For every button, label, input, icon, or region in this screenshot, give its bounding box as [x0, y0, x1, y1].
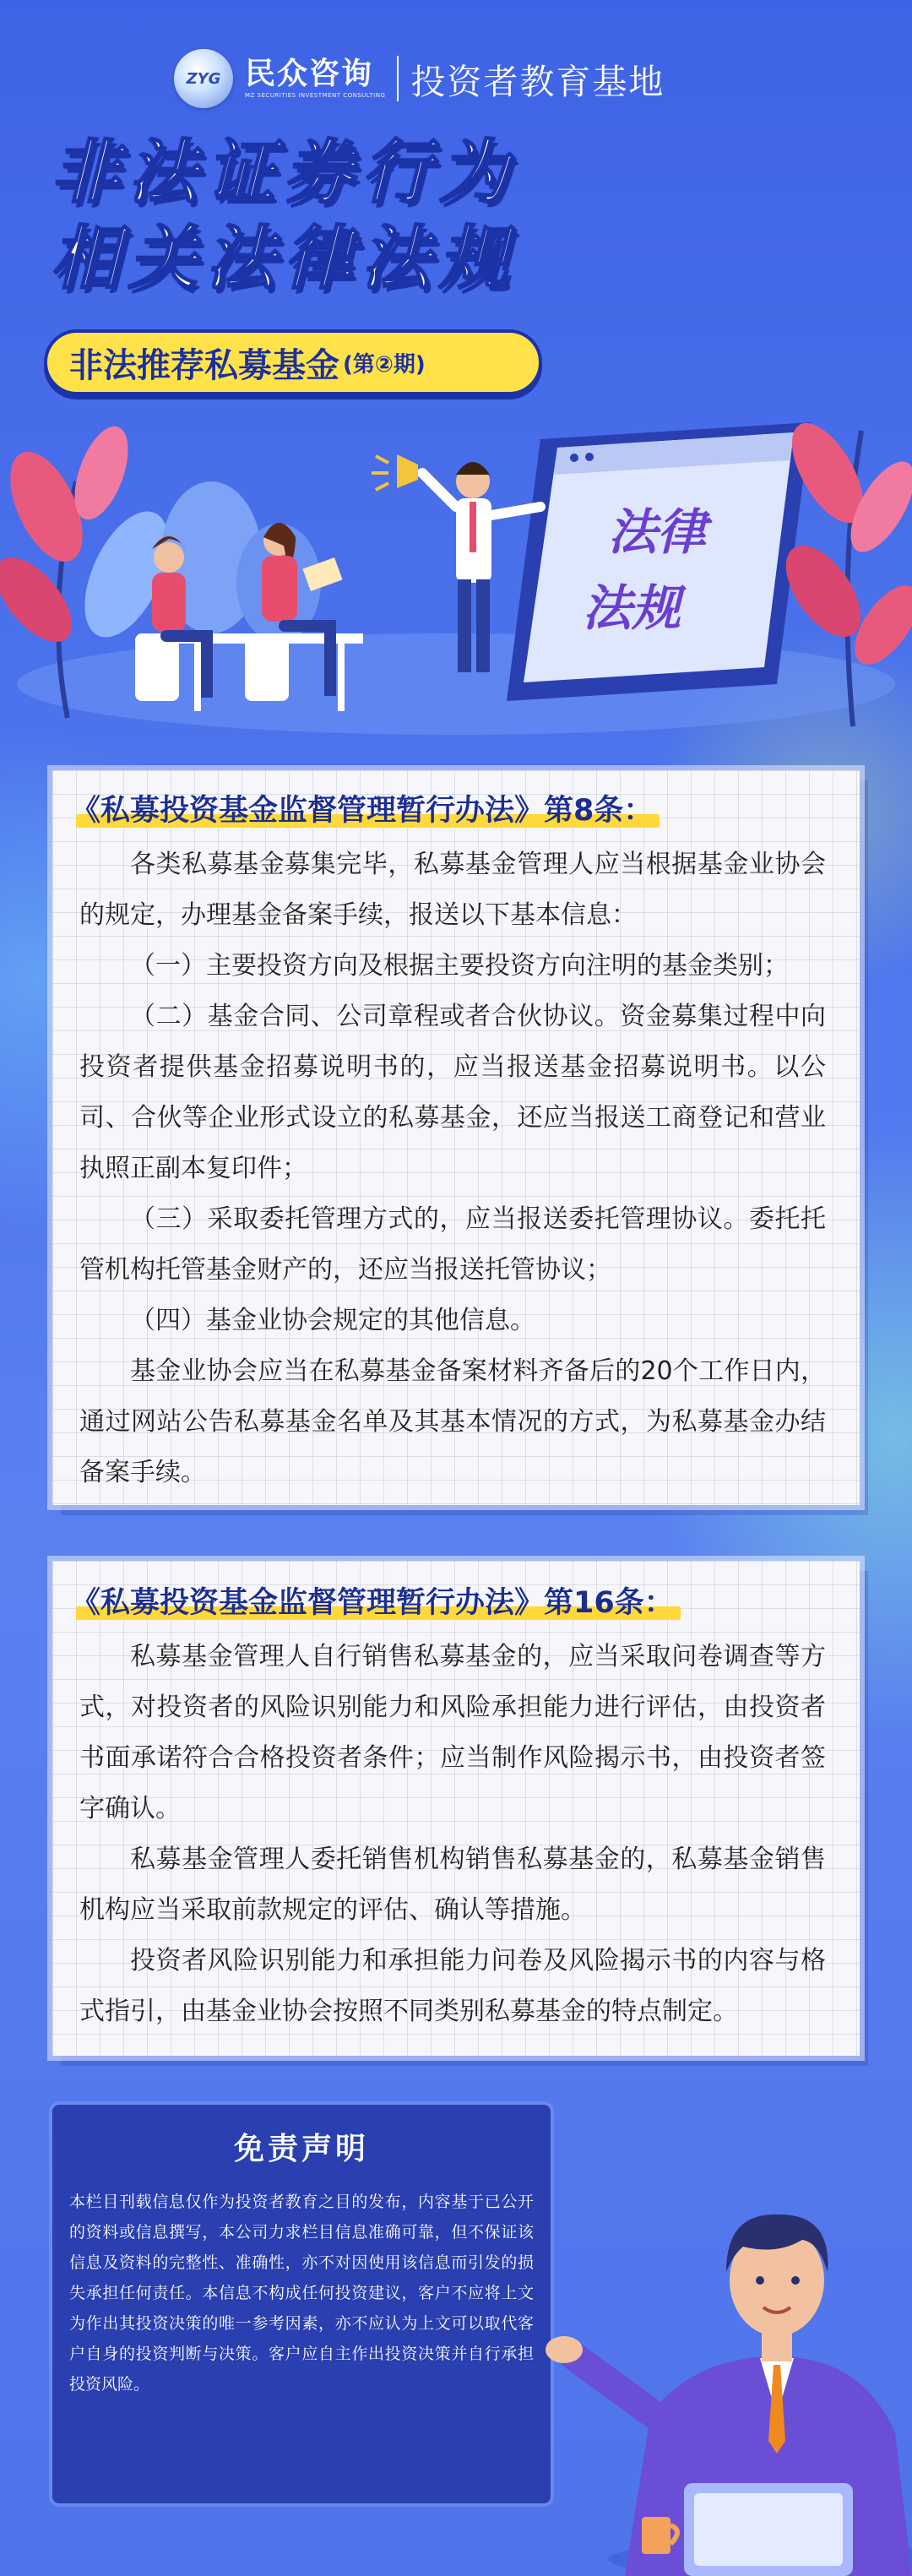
logo-text: ZYG	[186, 69, 221, 88]
article8-paragraph: （四）基金业协会规定的其他信息。	[130, 1306, 535, 1335]
brand-name: 民众咨询	[245, 57, 374, 91]
main-title-line1: 非法证券行为	[51, 133, 517, 213]
header-illustration	[0, 380, 912, 735]
main-title-line2: 相关法律法规	[51, 219, 517, 299]
article8-card	[52, 770, 860, 1505]
brand-tagline: 投资者教育基地	[410, 61, 665, 102]
article16-paragraph: 私募基金管理人自行销售私募基金的，应当采取问卷调查等方式，对投资者的风险识别能力和风险承担能力进行评估，由投资者书面承诺符合合格投资者条件；应当制作风险揭示书，由投资者签字确认。	[79, 1642, 826, 1823]
article16-heading-text: 《私募投资基金监督管理暂行办法》第16条：	[71, 1586, 674, 1620]
company-logo	[174, 49, 233, 108]
subtitle-text: 非法推荐私募基金	[69, 345, 339, 385]
board-text-line1: 法律	[608, 503, 707, 561]
board-text-line2: 法规	[583, 579, 681, 637]
mug-icon	[642, 2517, 670, 2554]
article8-heading-text: 《私募投资基金监督管理暂行办法》第8条：	[71, 794, 654, 828]
brand-subtitle: MZ SECURITIES INVESTMENT CONSULTING	[245, 92, 386, 99]
article8-paragraph: （二）基金合同、公司章程或者合伙协议。资金募集过程中向投资者提供基金招募说明书的，应当报送基金招募说明书。以公司、合伙等企业形式设立的私募基金，还应当报送工商登记和营业执照正副本复印件；	[79, 1002, 826, 1183]
brand-text	[245, 57, 385, 100]
article16-paragraph: 投资者风险识别能力和承担能力问卷及风险揭示书的内容与格式指引，由基金业协会按照不同类别私募基金的特点制定。	[79, 1946, 826, 2026]
article8-body	[79, 840, 826, 1498]
article8-paragraph: （一）主要投资方向及根据主要投资方向注明的基金类别；	[130, 951, 789, 981]
article16-heading	[71, 1579, 674, 1622]
disclaimer-title: 免责声明	[233, 2132, 369, 2166]
article16-paragraph: 私募基金管理人委托销售机构销售私募基金的，私募基金销售机构应当采取前款规定的评估、确认等措施。	[79, 1845, 826, 1925]
article8-heading	[71, 787, 653, 829]
law-board-icon	[507, 422, 811, 701]
hand-icon	[546, 2336, 583, 2363]
presenter-illustration	[524, 2162, 912, 2576]
disclaimer-body: 本栏目刊载信息仅作为投资者教育之目的发布，内容基于已公开的资料或信息撰写，本公司力求栏目信息准确可靠，但不保证该信息及资料的完整性、准确性，亦不对因使用该信息而引发的损失承担任何责任。本信息不构成任何投资建议，客户不应将上文为作出其投资决策的唯一参考因素，亦不应认为上文可以取代客户自身的投资判断与决策。客户应自主作出投资决策并自行承担投资风险。	[69, 2193, 534, 2394]
disclaimer-box	[52, 2105, 551, 2503]
brand-divider	[397, 56, 399, 101]
issue-number: (第②期)	[343, 351, 426, 378]
article16-body	[79, 1632, 826, 2037]
brand-header	[174, 49, 665, 108]
article8-paragraph: 各类私募基金募集完毕，私募基金管理人应当根据基金业协会的规定，办理基金备案手续，报送以下基本信息：	[79, 850, 826, 930]
article16-card	[52, 1561, 860, 2056]
article8-paragraph: 基金业协会应当在私募基金备案材料齐备后的20个工作日内，通过网站公告私募基金名单及其基本情况的方式，为私募基金办结备案手续。	[79, 1356, 826, 1487]
article8-paragraph: （三）采取委托管理方式的，应当报送委托管理协议。委托托管机构托管基金财产的，还应当报送托管协议；	[79, 1204, 826, 1285]
